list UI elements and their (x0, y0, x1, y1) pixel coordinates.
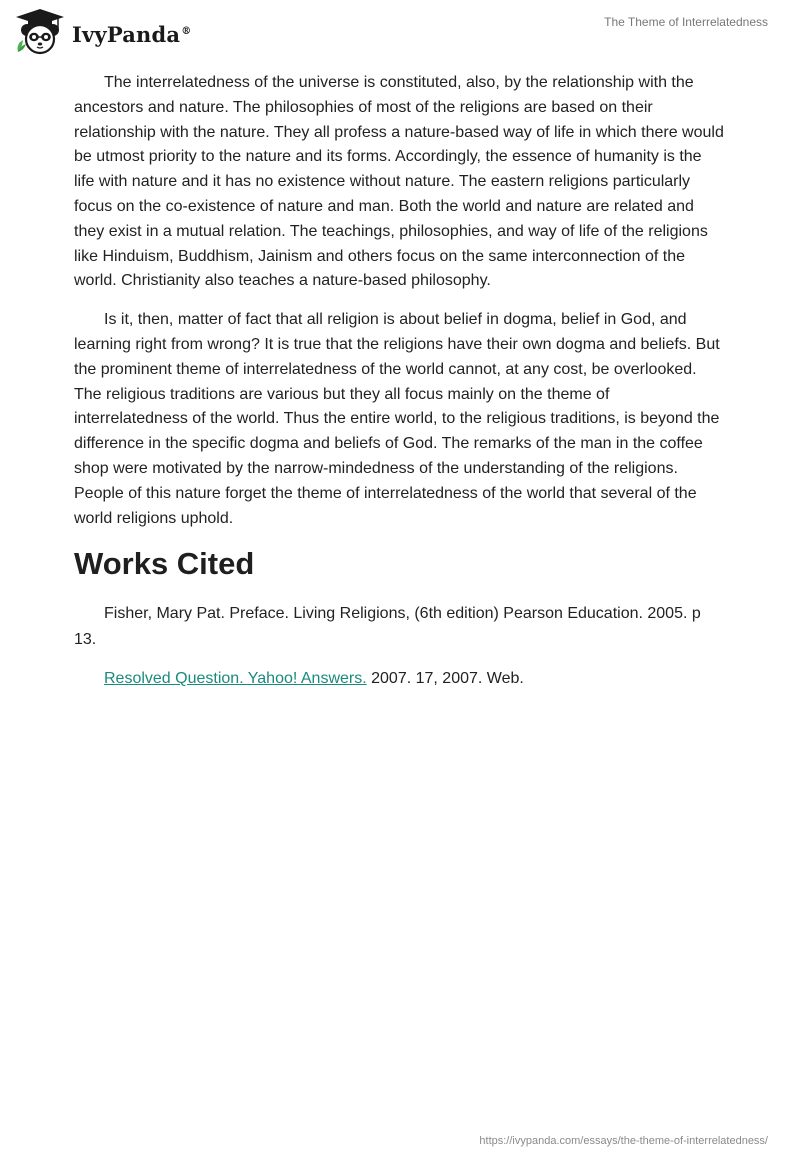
ivypanda-logo[interactable] (14, 8, 191, 56)
works-cited-heading: Works Cited (74, 546, 255, 582)
citation-entry (74, 666, 726, 692)
essay-content (74, 71, 726, 706)
registered-mark: ® (181, 25, 192, 37)
brand-name: IvyPanda® (72, 21, 192, 47)
citation-entry: Fisher, Mary Pat. Preface. Living Religions, (6th edition) Pearson Education. 2005. p 13. (74, 605, 701, 648)
document-title: The Theme of Interrelatedness (604, 15, 768, 29)
citation-link[interactable]: Resolved Question. Yahoo! Answers. (104, 670, 367, 688)
citation-text: 2007. 17, 2007. Web. (366, 670, 524, 688)
body-paragraph: Is it, then, matter of fact that all religion is about belief in dogma, belief in God, and learning right from wrong? It is true that the religions have their own dogma and beliefs. But the prominent theme of interrelatedness of the world cannot, at any cost, be overlooked. The religious traditions are various but they all focus mainly on the theme of interrelatedness of the world. Thus the entire world, to the religious traditions, is beyond the difference in the specific dogma and beliefs of God. The remarks of the man in the coffee shop were motivated by the narrow-mindedness of the understanding of the religions. People of this nature forget the theme of interrelatedness of the world that several of the world religions uphold. (74, 311, 720, 527)
source-url: https://ivypanda.com/essays/the-theme-of-interrelatedness/ (479, 1135, 768, 1147)
page-header (0, 0, 800, 60)
panda-logo-icon (14, 8, 66, 56)
body-paragraph: The interrelatedness of the universe is constituted, also, by the relationship with the ancestors and nature. The philosophies of most of the religions are based on their relationship with the nature. They all profess a nature-based way of life in which there would be utmost priority to the nature and its forms. Accordingly, the essence of humanity is the life with nature and it has no existence without nature. The eastern religions particularly focus on the co-existence of nature and man. Both the world and nature are related and they exist in a mutual relation. The teachings, philosophies, and way of life of the religions like Hinduism, Buddhism, Jainism and others focus on the same interconnection of the world. Christianity also teaches a nature-based philosophy. (74, 74, 724, 290)
